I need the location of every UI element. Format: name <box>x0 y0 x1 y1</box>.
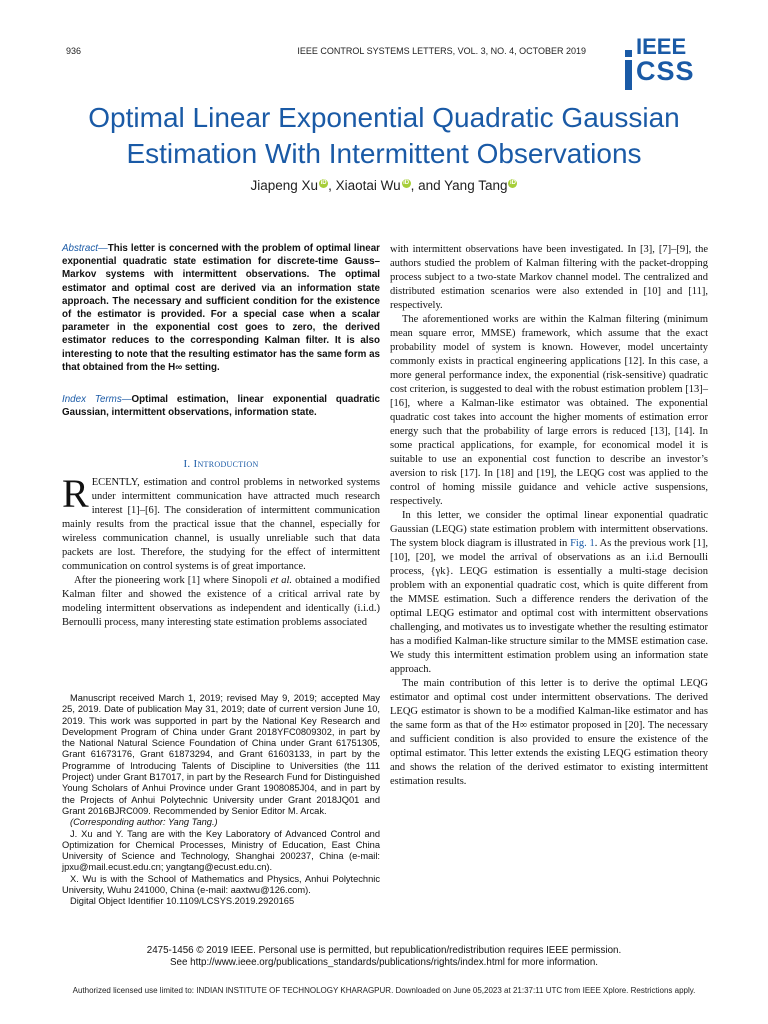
abstract-label: Abstract— <box>62 243 108 254</box>
section-heading-introduction: I. Introduction <box>183 458 259 470</box>
first-page-footnote <box>62 693 380 908</box>
et-al: et al. <box>270 575 293 586</box>
intro-p2-a: After the pioneering work [1] where Sinopoli <box>74 575 271 586</box>
first-word: ECENTLY, <box>91 477 140 488</box>
title-line-1: Optimal Linear Exponential Quadratic Gaussian <box>88 102 680 133</box>
copyright-notice <box>90 945 678 969</box>
right-paragraph-3: The main contribution of this letter is to derive the optimal LEQG estimator and optimal cost under intermittent observations. The derived LEQG estimator is shown to be a modified Kalman-like estimator and has the same form as that of the H∞ estimator proposed in [20]. The necessary and sufficient condition is also provided to ensure the existence of the optimal estimator. This letter extends the existing LEQG estimation theory and shows the relation of the derived estimator to existing intermittent estimation results. <box>390 678 708 787</box>
logo-bar <box>625 60 632 90</box>
index-terms-text: Optimal estimation, linear exponential quadratic Gaussian, intermittent observations, information state. <box>62 394 381 419</box>
intro-p2-b: obtained a modified Kalman filter and showed the existence of a critical arrival rate by modeling intermittent observations as independent and identically (i.i.d.) Bernoulli process, many interesting state estimation problems associated <box>62 575 380 628</box>
figure-1-link[interactable]: Fig. 1 <box>570 538 595 549</box>
author-2[interactable]: Xiaotai Wu <box>335 178 401 193</box>
intro-p1-text: estimation and control problems in networked systems under intermittent communication have attracted much research interest [1]–[6]. The consideration of intermittent communication mainly results from the practical issue that the channel, especially for wireless communication channel, is usually unreliable such that data packets are lost. Therefore, the studying for the effect of intermittent communication on control systems is of great importance. <box>62 477 380 572</box>
intro-paragraph-2 <box>62 574 380 630</box>
orcid-icon[interactable]: iD <box>320 180 327 186</box>
footnote-affiliation-1: J. Xu and Y. Tang are with the Key Laboratory of Advanced Control and Optimization for Chemical Processes, Ministry of Education, East China University of Science and Technology, Shanghai 200237, China (e-mail: jpxu@mail.ecust.edu.cn; yangtang@ecust.edu.cn). <box>62 828 380 873</box>
corresponding-author: (Corresponding author: Yang Tang.) <box>70 817 218 828</box>
author-sep-2: , and <box>410 178 445 193</box>
copyright-line-1: 2475-1456 © 2019 IEEE. Personal use is permitted, but republication/redistribution requires IEEE permission. <box>146 945 622 956</box>
right-p2-a: In this letter, we consider the optimal linear exponential quadratic Gaussian (LEQG) state estimation problem with intermittent observations. The system block diagram is illustrated in <box>390 510 708 549</box>
authorized-use-notice: Authorized licensed use limited to: INDIAN INSTITUTE OF TECHNOLOGY KHARAGPUR. Downloaded on June 05,2023 at 21:37:11 UTC from IEEE Xplore. Restrictions apply. <box>72 986 696 995</box>
introduction-body <box>62 471 380 630</box>
author-list <box>30 178 738 193</box>
intro-paragraph-1 <box>62 471 380 574</box>
ieee-css-logo <box>614 34 695 92</box>
footnote-manuscript: Manuscript received March 1, 2019; revised May 9, 2019; accepted May 25, 2019. Date of publication May 31, 2019; date of current version June 10, 2019. This work was supported in part by the National Key Research and Development Program of China under Grant 2018YFC0809302, in part by the National Natural Science Foundation of China under Grant 61751305, Grant 61673176, Grant 61873294, and Grant 61603133, in part by the Programme of Introducing Talents of Discipline to Universities (the 111 Project) under Grant B17017, in part by the Research Fund for Distinguished Young Scholars of Anhui Province under Grant 1908085J04, and in part by the Projects of Anhui Polytechnic University under Grant 2018JQ01 and Grant 2016BJRC009. Recommended by Senior Editor M. Arcak. <box>62 693 380 816</box>
footnote-doi: Digital Object Identifier 10.1109/LCSYS.2019.2920165 <box>70 896 295 907</box>
right-paragraph-2 <box>390 509 708 677</box>
footnote-affiliation-2: X. Wu is with the School of Mathematics and Physics, Anhui Polytechnic University, Wuhu 241000, China (e-mail: aaxtwu@126.com). <box>62 873 380 896</box>
right-paragraph-0: with intermittent observations have been investigated. In [3], [7]–[9], the authors studied the problem of Kalman filtering with the packet-dropping process subject to a two-state Markov channel model. The centralized and distributed estimation scenarios were also extended in [10] and [11], respectively. <box>390 244 708 311</box>
logo-dot <box>625 50 632 57</box>
footnote-corresponding <box>62 817 380 828</box>
orcid-icon[interactable]: iD <box>403 180 410 186</box>
logo-css-text: CSS <box>636 56 695 86</box>
right-column-body <box>390 243 708 789</box>
right-paragraph-1: The aforementioned works are within the Kalman filtering (minimum mean square error, MMSE) framework, which assume that the exact probability model of system is known. However, model uncertainty commonly exists in practical engineering applications [12]. In this case, a more general performance index, the exponential (risk-sensitive) quadratic cost criterion, is suggested to deal with the robust estimation problem [13]–[16], where a Kalman-like estimator was obtained. The exponential quadratic cost takes into account the higher moments of estimation error energy such that the probability of large errors is reduced [13], [14]. In some practical applications, for example, for economical model it is suitable to use an exponential cost function to describe an investor’s aversion to risk [17]. In [18] and [19], the LEQG cost was applied to the control of homing missile guidance and vehicle active suspensions, respectively. <box>390 314 708 507</box>
paper-title <box>30 100 738 172</box>
index-terms <box>62 393 380 419</box>
author-3[interactable]: Yang Tang <box>444 178 508 193</box>
orcid-icon[interactable]: iD <box>509 180 516 186</box>
drop-cap: R <box>62 471 89 516</box>
logo-ieee-text: IEEE <box>636 34 687 59</box>
author-sep-1: , <box>328 178 336 193</box>
title-line-2: Estimation With Intermittent Observations <box>126 138 642 169</box>
page-number: 936 <box>66 46 82 56</box>
abstract-text: This letter is concerned with the problem of optimal linear exponential quadratic state estimation for discrete-time Gauss–Markov systems with intermittent observations. The optimal estimator and optimal cost are derived via an information state approach. The necessary and sufficient condition for the existence of the estimator is provided. For a special case when a scalar parameter in the exponential cost goes to zero, the derived estimator reduces to the corresponding Kalman filter. It is also interesting to note that the resulting estimator has the same form as that obtained from the H∞ setting. <box>62 243 380 373</box>
right-p2-b: . As the previous work [1], [10], [20], we model the arrival of observations as an i.i.d Bernoulli process, {γk}. LEQG estimation is essentially a multi-stage decision problem with an exponential quadratic cost, which is quite different from the MMSE estimation. Such a difference renders the derivation of the optimal LEQG estimator and optimal cost with intermittent observations challenging, and motivates us to investigate whether the resulting estimator has a modified Kalman-like structure similar to the MMSE estimation case. We study this intermittent estimation problem using an information state approach. <box>390 538 708 675</box>
running-header <box>66 46 586 60</box>
author-1[interactable]: Jiapeng Xu <box>250 178 319 193</box>
index-terms-label: Index Terms— <box>62 394 132 405</box>
abstract <box>62 242 380 374</box>
journal-name: IEEE CONTROL SYSTEMS LETTERS, VOL. 3, NO. 4, OCTOBER 2019 <box>297 46 586 56</box>
copyright-line-2[interactable]: See http://www.ieee.org/publications_standards/publications/rights/index.html for more information. <box>169 957 599 968</box>
